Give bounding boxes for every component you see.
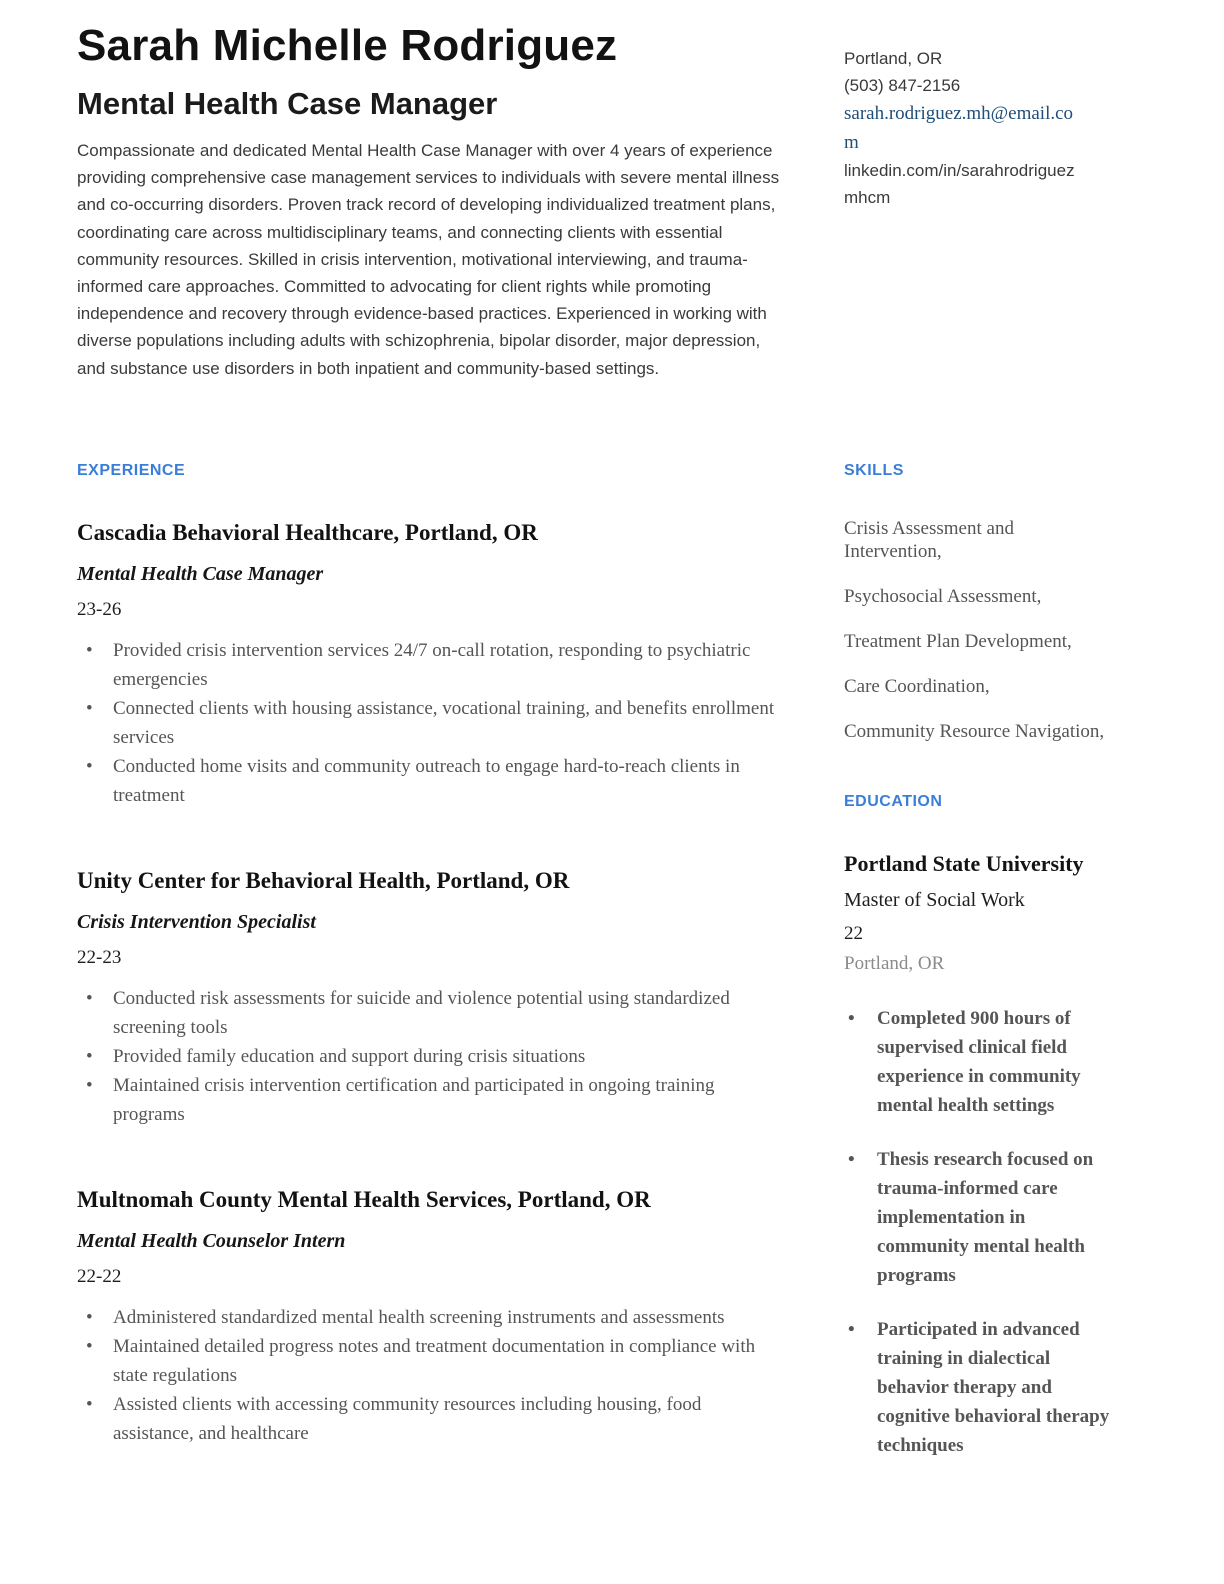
education-year: 22 bbox=[844, 922, 863, 944]
job-entry bbox=[77, 866, 782, 1129]
education-location: Portland, OR bbox=[844, 952, 945, 974]
job-bullet: • Conducted risk assessments for suicide and violence potential using standardized screening tools bbox=[77, 984, 782, 1042]
contact-linkedin: linkedin.com/in/sarahrodriguezmhcm bbox=[844, 161, 1075, 207]
sidebar-inner bbox=[844, 462, 1116, 1460]
job-bullet: • Maintained detailed progress notes and treatment documentation in compliance with state regulations bbox=[77, 1332, 782, 1390]
job-bullet: • Administered standardized mental health screening instruments and assessments bbox=[77, 1303, 782, 1332]
job-role: Crisis Intervention Specialist bbox=[77, 910, 316, 933]
education-degree: Master of Social Work bbox=[844, 888, 1025, 911]
job-company: Unity Center for Behavioral Health, Portland, OR bbox=[77, 867, 570, 893]
skill-item: Crisis Assessment and Intervention, bbox=[844, 517, 1014, 562]
skill-item: Psychosocial Assessment, bbox=[844, 585, 1042, 607]
job-bullet: • Provided family education and support during crisis situations bbox=[77, 1042, 782, 1071]
header-row bbox=[77, 20, 1184, 382]
contact-email-link[interactable]: sarah.rodriguez.mh@email.com bbox=[844, 103, 1074, 153]
education-bullet: • Participated in advanced training in dialectical behavior therapy and cognitive behavioral therapy techniques bbox=[844, 1315, 1116, 1460]
job-dates: 22-22 bbox=[77, 1265, 122, 1287]
job-role: Mental Health Case Manager bbox=[77, 562, 324, 585]
job-bullet-list bbox=[77, 984, 782, 1129]
summary-text: Compassionate and dedicated Mental Health Case Manager with over 4 years of experience providing comprehensive case management services to individuals with severe mental illness and co-occurring disorders. Proven track record of developing individualized treatment plans, coordinating care across multidisciplinary teams, and connecting clients with essential community resources. Skilled in crisis intervention, motivational interviewing, and trauma-informed care approaches. Committed to advocating for client rights while promoting independence and recovery through evidence-based practices. Experienced in working with diverse populations including adults with schizophrenia, bipolar disorder, major depression, and substance use disorders in both inpatient and community-based settings. bbox=[77, 140, 780, 378]
job-dates: 23-26 bbox=[77, 598, 122, 620]
contact-block bbox=[844, 45, 1084, 382]
job-bullet: • Conducted home visits and community outreach to engage hard-to-reach clients in treatment bbox=[77, 752, 782, 810]
education-section bbox=[844, 793, 1116, 1460]
job-bullet: • Provided crisis intervention services 24/7 on-call rotation, responding to psychiatric emergencies bbox=[77, 636, 782, 694]
body-row bbox=[77, 462, 1184, 1485]
job-bullet-list bbox=[77, 1303, 782, 1448]
skill-item: Care Coordination, bbox=[844, 675, 990, 697]
skills-heading: SKILLS bbox=[844, 461, 904, 479]
contact-phone: (503) 847-2156 bbox=[844, 76, 961, 95]
headline-block bbox=[77, 20, 782, 382]
job-bullet: • Assisted clients with accessing community resources including housing, food assistance, and healthcare bbox=[77, 1390, 782, 1448]
job-bullet-list bbox=[77, 636, 782, 810]
education-school: Portland State University bbox=[844, 850, 1084, 876]
education-bullet-list bbox=[844, 1004, 1116, 1460]
education-bullet: • Completed 900 hours of supervised clinical field experience in community mental health settings bbox=[844, 1004, 1116, 1120]
job-bullet: • Connected clients with housing assistance, vocational training, and benefits enrollment services bbox=[77, 694, 782, 752]
person-title: Mental Health Case Manager bbox=[77, 85, 498, 121]
job-bullet: • Maintained crisis intervention certification and participated in ongoing training programs bbox=[77, 1071, 782, 1129]
experience-section bbox=[77, 462, 782, 1485]
job-entry bbox=[77, 1185, 782, 1448]
job-company: Cascadia Behavioral Healthcare, Portland, OR bbox=[77, 519, 538, 545]
skills-list bbox=[844, 517, 1116, 743]
contact-location: Portland, OR bbox=[844, 49, 943, 68]
job-role: Mental Health Counselor Intern bbox=[77, 1229, 346, 1252]
job-dates: 22-23 bbox=[77, 946, 122, 968]
experience-heading: EXPERIENCE bbox=[77, 461, 186, 479]
job-entry bbox=[77, 518, 782, 810]
skill-item: Treatment Plan Development, bbox=[844, 630, 1072, 652]
education-bullet: • Thesis research focused on trauma-informed care implementation in community mental health programs bbox=[844, 1145, 1116, 1290]
education-heading: EDUCATION bbox=[844, 792, 943, 810]
sidebar bbox=[844, 462, 1184, 1485]
job-company: Multnomah County Mental Health Services, Portland, OR bbox=[77, 1186, 651, 1212]
person-name: Sarah Michelle Rodriguez bbox=[77, 21, 618, 70]
skill-item: Community Resource Navigation, bbox=[844, 720, 1105, 742]
